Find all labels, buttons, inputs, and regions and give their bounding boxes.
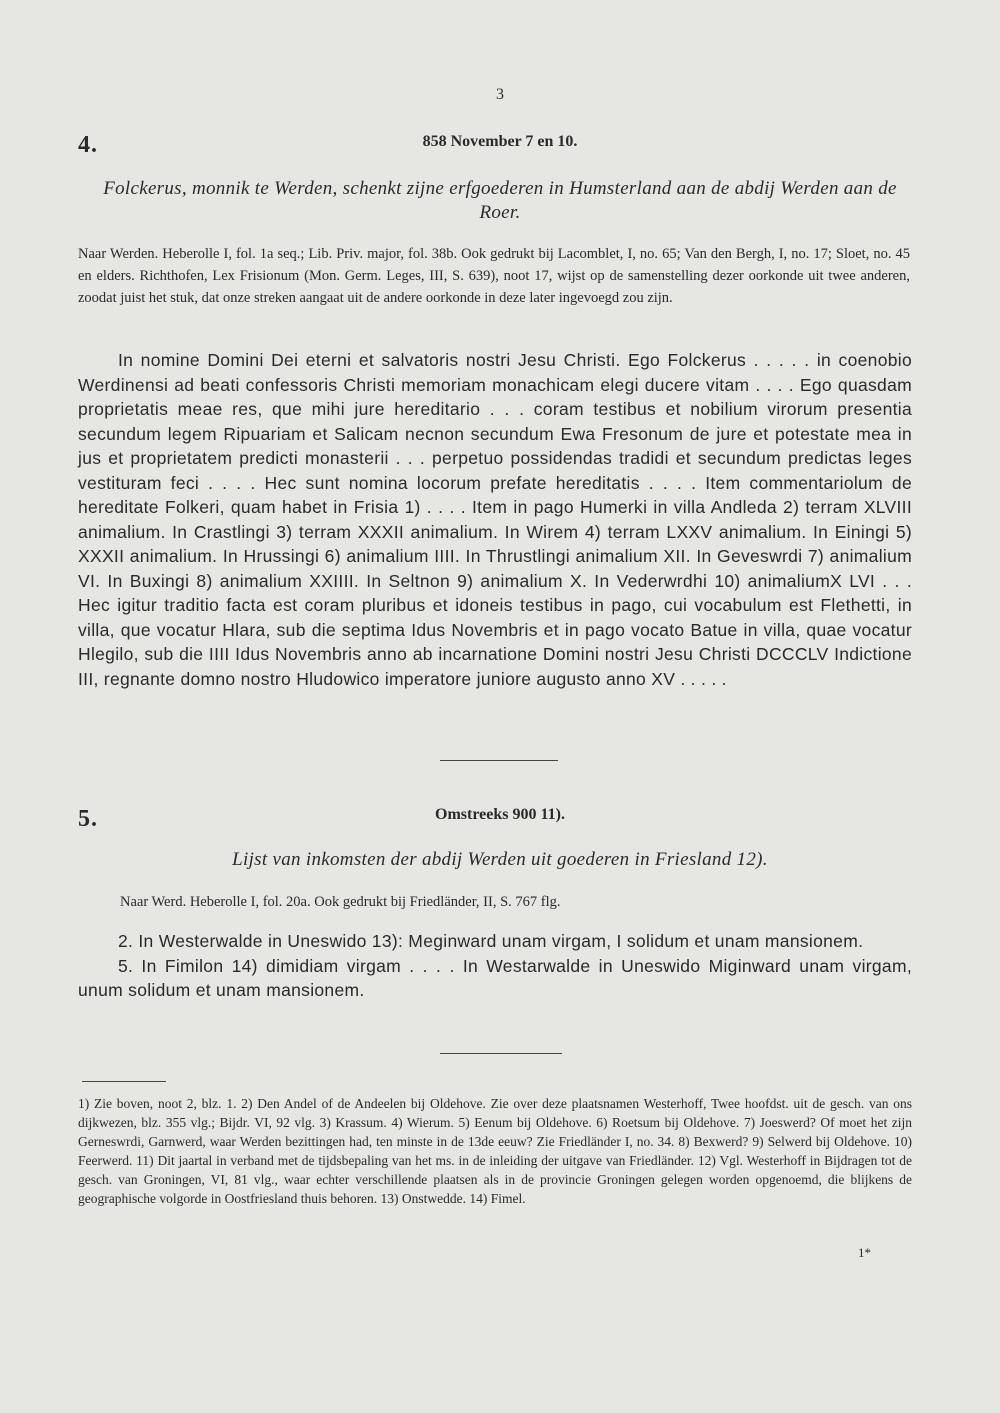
footnote-text: 1) Zie boven, noot 2, blz. 1. 2) Den Andel of de Andeelen bij Oldehove. Zie over deze plaatsnamen Westerhoff, Twee hoofdst. uit de gesch. van ons dijkwezen, blz. 355 vlg.; Bijdr. VI, 92 vlg. 3) Krassum. 4) Wierum. 5) Eenum bij Oldehove. 6) Roetsum bij Oldehove. 7) Joeswerd? Of moet het zijn Gerneswrdi, Garnwerd, waar Werden bezittingen had, ten minste in de 13de eeuw? Zie Friedländer I, no. 34. 8) Bexwerd? 9) Selwerd bij Oldehove. 10) Feerwerd. 11) Dit jaartal in verband met de tijdsbepaling van het ms. in de inleiding der uitgave van Friedländer. 12) Vgl. Westerhoff in Bijdragen tot de gesch. van Groningen, VI, 81 vlg., waar echter verschillende plaatsen als in de provincie Groningen gelegen worden opgenoemd, die blijkens de geographische volgorde in Oostfriesland thuis behoren. 13) Onstwedde. 14) Fimel. [78, 1096, 912, 1206]
signature-mark: 1* [858, 1245, 871, 1260]
document-4-paragraph: In nomine Domini Dei eterni et salvatoris nostri Jesu Christi. Ego Folckerus . . . . . in coenobio Werdinensi ad beati confessoris Christi memoriam monachicam elegi ducere vitam . . . . Ego quasdam proprietatis meae res, que mihi jure hereditario . . . coram testibus et nobilium virorum presentia secundum legem Ripuariam et Salicam necnon secundum Ewa Fresonum de jure et potestate mea in jus et proprietatem predicti monasterii . . . perpetuo possidendas tradidi et secundum predictas leges vestituram feci . . . . Hec sunt nomina locorum prefate hereditatis . . . . Item commentariolum de hereditate Folkeri, quam habet in Frisia 1) . . . . Item in pago Humerki in villa Andleda 2) terram XLVIII animalium. In Crastlingi 3) terram XXXII animalium. In Wirem 4) terram LXXV animalium. In Einingi 5) XXXII animalium. In Hrussingi 6) animalium IIII. In Thrustlingi animalium XII. In Geveswrdi 7) animalium VI. In Buxingi 8) animalium XXIIII. In Seltnon 9) animalium X. In Vederwrdhi 10) animaliumX LVI . . . Hec igitur traditio facta est coram pluribus et idoneis testibus in pago, cui vocabulum est Flethetti, in villa, que vocatur Hlara, sub die septima Idus Novembris et in pago vocato Batue in villa, quae vocatur Hlegilo, sub die IIII Idus Novembris anno ab incarnatione Domini nostri Jesu Christi DCCCLV Indictione III, regnante domno nostro Hludowico imperatore juniore augusto anno XV . . . . . [78, 350, 912, 689]
document-5-heading: Omstreeks 900 11). [435, 806, 565, 823]
document-4-regest: Folckerus, monnik te Werden, schenkt zijne erfgoederen in Humsterland aan de abdij Werden aan de Roer. [103, 178, 897, 223]
document-number-4: 4. [78, 132, 98, 158]
document-4-text [78, 348, 912, 691]
section-divider [440, 1053, 562, 1054]
section-divider [440, 760, 558, 761]
document-5-item: 2. In Westerwalde in Uneswido 13): Meginward unam virgam, I solidum et unam mansionem. [118, 931, 864, 951]
document-5-text [78, 929, 912, 1003]
document-number-5: 5. [78, 806, 98, 832]
document-4-heading: 858 November 7 en 10. [422, 133, 578, 150]
document-5-item: 5. In Fimilon 14) dimidiam virgam . . . . In Westarwalde in Uneswido Miginward unam virgam, unum solidum et unam mansionem. [78, 955, 912, 1000]
footnote-rule [82, 1081, 166, 1082]
footnotes [78, 1094, 912, 1208]
document-5-source: Naar Werd. Heberolle I, fol. 20a. Ook gedrukt bij Friedländer, II, S. 767 flg. [120, 894, 561, 910]
document-5-regest: Lijst van inkomsten der abdij Werden uit goederen in Friesland 12). [232, 849, 768, 870]
page-number: 3 [496, 86, 504, 103]
document-4-source: Naar Werden. Heberolle I, fol. 1a seq.; Lib. Priv. major, fol. 38b. Ook gedrukt bij Lacomblet, I, no. 65; Van den Bergh, I, no. 17; Sloet, no. 45 en elders. Richthofen, Lex Frisionum (Mon. Germ. Leges, III, S. 639), noot 17, wijst op de samenstelling dezer oorkonde uit twee anderen, zoodat juist het stuk, dat onze streken aangaat uit de andere oorkonde in deze later ingevoegd zou zijn. [78, 246, 910, 306]
